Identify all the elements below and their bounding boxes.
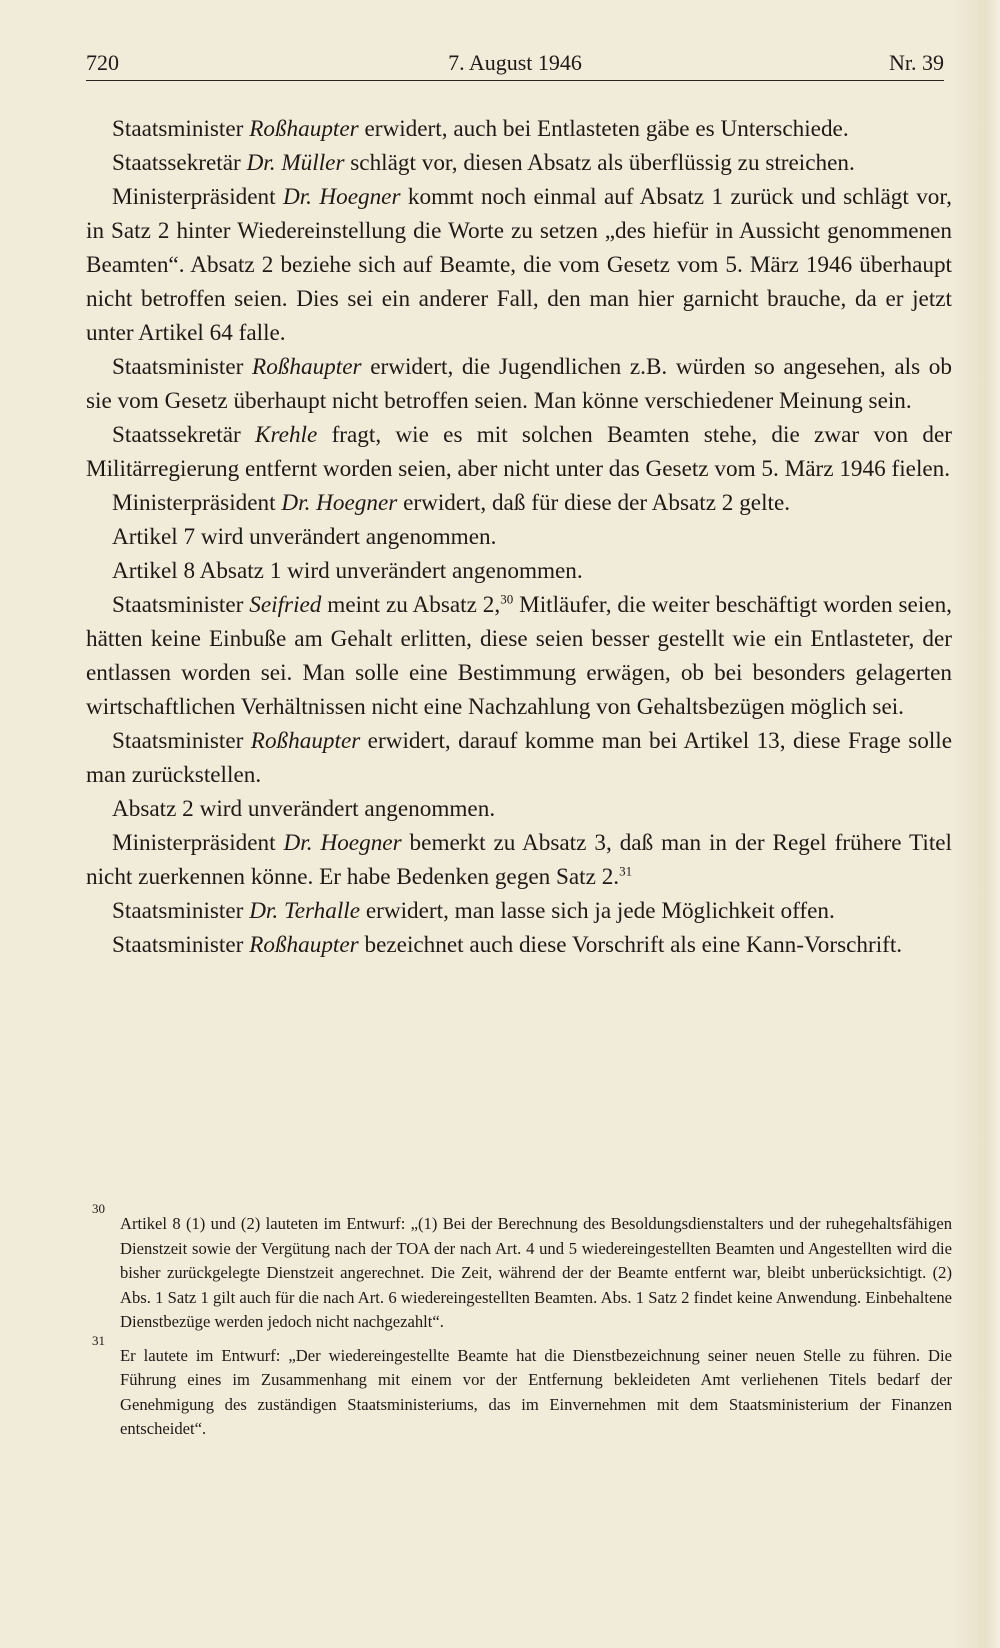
paragraph: Ministerpräsident Dr. Hoegner kommt noch einmal auf Absatz 1 zurück und schlägt vor, in Satz 2 hinter Wiedereinstellung die Worte zu setzen „des hiefür in Aussicht genommenen Beamten“. Absatz 2 beziehe sich auf Beamte, die vom Gesetz vom 5. März 1946 überhaupt nicht betroffen seien. Dies sei ein anderer Fall, den man hier garnicht brauche, da er jetzt unter Artikel 64 falle. [86, 184, 952, 346]
speaker-name: Roßhaupter [249, 932, 359, 958]
speaker-name: Roßhaupter [250, 728, 361, 754]
paragraph: Staatsminister Roßhaupter erwidert, darauf komme man bei Artikel 13, diese Frage solle man zurückstellen. [86, 728, 952, 788]
paragraph: Ministerpräsident Dr. Hoegner erwidert, daß für diese der Absatz 2 gelte. [112, 490, 791, 516]
speaker-name: Dr. Hoegner [282, 184, 401, 210]
paragraph: Staatssekretär Dr. Müller schlägt vor, diesen Absatz als überflüssig zu streichen. [112, 150, 855, 176]
running-header [86, 46, 944, 80]
speaker-name: Dr. Hoegner [283, 830, 402, 856]
paragraph: Staatsminister Dr. Terhalle erwidert, man lasse sich ja jede Möglichkeit offen. [112, 898, 835, 924]
issue-number: Nr. 39 [889, 50, 944, 75]
page-number: 720 [86, 50, 119, 75]
speaker-name: Krehle [255, 422, 318, 448]
speaker-name: Dr. Hoegner [281, 490, 398, 516]
footnote: 31 Er lautete im Entwurf: „Der wiedereingestellte Beamte hat die Dienstbezeichnung seiner neuen Stelle zu führen. Die Führung eines im Zusammenhang mit einem vor der Entfernung bekleideten Amt verliehenen Titels bedarf der Genehmigung des zuständigen Staatsministeriums, das im Einvernehmen mit dem Staatsministerium der Finanzen entscheidet“. [92, 1332, 952, 1438]
paragraph: Staatsminister Roßhaupter erwidert, die Jugendlichen z.B. würden so angesehen, als ob sie vom Gesetz überhaupt nicht betroffen seien. Man könne verschiedener Meinung sein. [86, 354, 952, 414]
paragraph: Absatz 2 wird unverändert angenommen. [112, 796, 496, 822]
paragraph: Staatsminister Roßhaupter bezeichnet auch diese Vorschrift als eine Kann-Vorschrift. [112, 932, 903, 958]
main-text [86, 112, 952, 962]
paragraph: Staatsminister Seifried meint zu Absatz 2,30 Mitläufer, die weiter beschäftigt worden seien, hätten keine Einbuße am Gehalt erlitten, diese seien besser gestellt wie ein Entlasteter, der entlassen worden sei. Man solle eine Bestimmung erwägen, ob bei besonders gelagerten wirtschaftlichen Verhältnissen nicht eine Nachzahlung von Gehaltsbezügen möglich sei. [86, 591, 952, 720]
header-date: 7. August 1946 [448, 50, 582, 75]
paragraph: Artikel 7 wird unverändert angenommen. [112, 524, 497, 550]
speaker-name: Dr. Müller [246, 150, 345, 176]
footnote-text: Artikel 8 (1) und (2) lauteten im Entwurf: „(1) Bei der Berechnung des Besoldungsdienstalters und der ruhegehaltsfähigen Dienstzeit sowie der Vergütung nach der TOA der nach Art. 4 und 5 wiedereingestellten Beamten und Angestellten wird die bisher zurückgelegte Dienstzeit angerechnet. Die Zeit, während der der Beamte entfernt war, bleibt unberücksichtigt. (2) Abs. 1 Satz 1 gilt auch für die nach Art. 6 wiedereingestellten Beamten. Abs. 1 Satz 2 findet keine Anwendung. Einbehaltene Dienstbezüge werden jedoch nicht nachgezahlt“. [120, 1214, 952, 1331]
footnote-ref[interactable]: 31 [619, 863, 633, 879]
paragraph: Artikel 8 Absatz 1 wird unverändert angenommen. [112, 558, 583, 584]
paragraph: Staatssekretär Krehle fragt, wie es mit solchen Beamten stehe, die zwar von der Militärregierung entfernt worden seien, aber nicht unter das Gesetz vom 5. März 1946 fielen. [86, 422, 953, 482]
page-edge-shadow [952, 0, 1000, 1648]
paragraph: Ministerpräsident Dr. Hoegner bemerkt zu Absatz 3, daß man in der Regel frühere Titel nicht zuerkennen könne. Er habe Bedenken gegen Satz 2.31 [86, 830, 952, 890]
speaker-name: Roßhaupter [249, 116, 359, 142]
speaker-name: Seifried [249, 592, 322, 618]
footnotes [86, 1201, 952, 1451]
footnote-text: Er lautete im Entwurf: „Der wiedereingestellte Beamte hat die Dienstbezeichnung seiner neuen Stelle zu führen. Die Führung eines im Zusammenhang mit einem vor der Entfernung bekleideten Amt verliehenen Titels bedarf der Genehmigung des zuständigen Staatsministeriums, das im Einvernehmen mit dem Staatsministerium der Finanzen entscheidet“. [120, 1345, 952, 1438]
footnote-ref[interactable]: 30 [500, 591, 514, 607]
speaker-name: Roßhaupter [252, 354, 362, 380]
speaker-name: Dr. Terhalle [249, 898, 361, 924]
footnote: 30 Artikel 8 (1) und (2) lauteten im Entwurf: „(1) Bei der Berechnung des Besoldungsdienstalters und der ruhegehaltsfähigen Dienstzeit sowie der Vergütung nach der TOA der nach Art. 4 und 5 wiedereingestellten Beamten und Angestellten wird die bisher zurückgelegte Dienstzeit angerechnet. Die Zeit, während der der Beamte entfernt war, bleibt unberücksichtigt. (2) Abs. 1 Satz 1 gilt auch für die nach Art. 6 wiedereingestellten Beamten. Abs. 1 Satz 2 findet keine Anwendung. Einbehaltene Dienstbezüge werden jedoch nicht nachgezahlt“. [92, 1201, 952, 1331]
paragraph: Staatsminister Roßhaupter erwidert, auch bei Entlasteten gäbe es Unterschiede. [112, 116, 849, 142]
header-rule [86, 80, 944, 81]
